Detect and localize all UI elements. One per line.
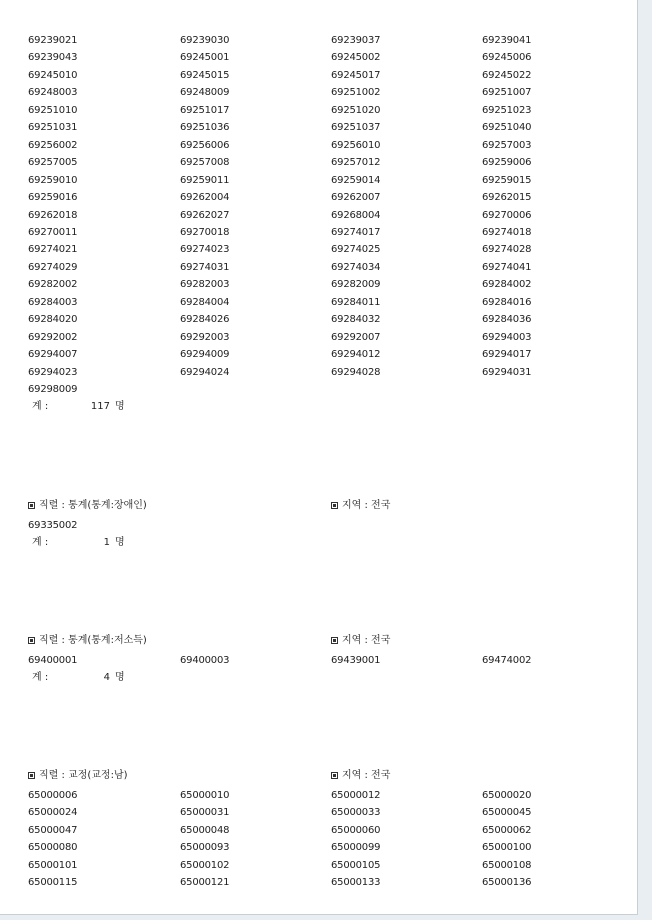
code-entry: 65000136 bbox=[482, 877, 532, 889]
code-entry: 65000100 bbox=[482, 842, 532, 854]
code-entry: 69259010 bbox=[28, 174, 78, 186]
code-entry: 69259014 bbox=[331, 174, 381, 186]
code-entry: 69262027 bbox=[180, 209, 230, 221]
code-entry: 69284002 bbox=[482, 279, 532, 291]
total-count: 117 bbox=[90, 401, 110, 413]
code-entry: 69251020 bbox=[331, 104, 381, 116]
code-entry: 69284011 bbox=[331, 296, 381, 308]
code-entry: 65000020 bbox=[482, 790, 532, 801]
total-unit: 명 bbox=[115, 401, 125, 413]
code-entry: 69292007 bbox=[331, 331, 381, 343]
total-unit: 명 bbox=[115, 672, 125, 684]
code-entry: 69274041 bbox=[482, 261, 532, 273]
code-entry: 69335002 bbox=[28, 520, 78, 531]
code-entry: 69248003 bbox=[28, 87, 78, 99]
section-header-region bbox=[331, 770, 390, 782]
job-label: 직렬 : 교정(교정:남) bbox=[39, 770, 128, 781]
code-entry: 69245010 bbox=[28, 69, 78, 81]
code-entry: 69270011 bbox=[28, 226, 78, 238]
code-entry: 65000010 bbox=[180, 790, 230, 801]
code-entry: 69268004 bbox=[331, 209, 381, 221]
code-entry: 69274017 bbox=[331, 226, 381, 238]
code-entry: 69294023 bbox=[28, 366, 78, 378]
code-entry: 69274034 bbox=[331, 261, 381, 273]
code-entry: 65000101 bbox=[28, 859, 78, 871]
code-entry: 69245015 bbox=[180, 69, 230, 81]
code-entry: 69294003 bbox=[482, 331, 532, 343]
total-count: 1 bbox=[103, 537, 110, 549]
code-entry: 65000060 bbox=[331, 824, 381, 836]
code-entry: 65000031 bbox=[180, 807, 230, 819]
total-label: 계 : bbox=[32, 401, 49, 413]
code-entry: 69294028 bbox=[331, 366, 381, 378]
code-entry: 69262007 bbox=[331, 192, 381, 204]
square-bullet-icon bbox=[331, 502, 338, 509]
code-entry: 69274018 bbox=[482, 226, 532, 238]
code-entry: 65000133 bbox=[331, 877, 381, 889]
code-entry: 69294009 bbox=[180, 349, 230, 361]
code-entry: 65000062 bbox=[482, 824, 532, 836]
total-count: 4 bbox=[103, 672, 110, 684]
code-entry: 65000093 bbox=[180, 842, 230, 854]
code-entry: 69239030 bbox=[180, 35, 230, 46]
code-entry: 69257012 bbox=[331, 157, 381, 169]
code-entry: 69400001 bbox=[28, 655, 78, 666]
square-bullet-icon bbox=[28, 637, 35, 644]
code-entry: 65000033 bbox=[331, 807, 381, 819]
code-entry: 69284026 bbox=[180, 314, 230, 326]
code-entry: 69251010 bbox=[28, 104, 78, 116]
code-entry: 69245017 bbox=[331, 69, 381, 81]
code-entry: 69294024 bbox=[180, 366, 230, 378]
code-entry: 65000006 bbox=[28, 790, 78, 801]
code-entry: 69292003 bbox=[180, 331, 230, 343]
code-entry: 69284036 bbox=[482, 314, 532, 326]
code-entry: 69262004 bbox=[180, 192, 230, 204]
code-entry: 65000048 bbox=[180, 824, 230, 836]
code-entry: 69259011 bbox=[180, 174, 230, 186]
code-entry: 69439001 bbox=[331, 655, 381, 666]
square-bullet-icon bbox=[331, 637, 338, 644]
code-entry: 69251040 bbox=[482, 122, 532, 134]
code-entry: 69239021 bbox=[28, 35, 78, 46]
code-entry: 69251023 bbox=[482, 104, 532, 116]
code-entry: 69294012 bbox=[331, 349, 381, 361]
code-entry: 69284020 bbox=[28, 314, 78, 326]
code-entry: 69245001 bbox=[180, 52, 230, 64]
code-entry: 65000102 bbox=[180, 859, 230, 871]
code-entry: 69284004 bbox=[180, 296, 230, 308]
code-entry: 69248009 bbox=[180, 87, 230, 99]
code-entry: 69284032 bbox=[331, 314, 381, 326]
code-entry: 69270018 bbox=[180, 226, 230, 238]
code-entry: 69251017 bbox=[180, 104, 230, 116]
region-label: 지역 : 전국 bbox=[342, 500, 391, 511]
code-entry: 69251036 bbox=[180, 122, 230, 134]
code-entry: 69256002 bbox=[28, 139, 78, 151]
section-header-job bbox=[28, 500, 147, 512]
code-entry: 65000099 bbox=[331, 842, 381, 854]
code-entry: 69282009 bbox=[331, 279, 381, 291]
region-label: 지역 : 전국 bbox=[342, 770, 391, 781]
region-label: 지역 : 전국 bbox=[342, 635, 391, 646]
section-header-region bbox=[331, 635, 390, 647]
code-entry: 65000121 bbox=[180, 877, 230, 889]
code-entry: 69251031 bbox=[28, 122, 78, 134]
square-bullet-icon bbox=[28, 502, 35, 509]
code-entry: 69474002 bbox=[482, 655, 532, 666]
code-entry: 69256006 bbox=[180, 139, 230, 151]
total-label: 계 : bbox=[32, 537, 49, 549]
code-entry: 69400003 bbox=[180, 655, 230, 666]
code-entry: 69294017 bbox=[482, 349, 532, 361]
code-entry: 69294031 bbox=[482, 366, 532, 378]
code-entry: 69284003 bbox=[28, 296, 78, 308]
total-label: 계 : bbox=[32, 672, 49, 684]
code-entry: 69239041 bbox=[482, 35, 532, 46]
code-entry: 65000105 bbox=[331, 859, 381, 871]
code-entry: 69257005 bbox=[28, 157, 78, 169]
code-entry: 65000045 bbox=[482, 807, 532, 819]
code-entry: 69245022 bbox=[482, 69, 532, 81]
code-entry: 69251007 bbox=[482, 87, 532, 99]
code-entry: 65000024 bbox=[28, 807, 78, 819]
code-entry: 69274023 bbox=[180, 244, 230, 256]
code-entry: 69274031 bbox=[180, 261, 230, 273]
code-entry: 65000080 bbox=[28, 842, 78, 854]
square-bullet-icon bbox=[331, 772, 338, 779]
code-entry: 69274029 bbox=[28, 261, 78, 273]
code-entry: 69256010 bbox=[331, 139, 381, 151]
code-entry: 69274021 bbox=[28, 244, 78, 256]
code-entry: 65000047 bbox=[28, 824, 78, 836]
code-entry: 69251037 bbox=[331, 122, 381, 134]
section-header-job bbox=[28, 770, 128, 782]
code-entry: 69298009 bbox=[28, 384, 78, 395]
code-entry: 69245006 bbox=[482, 52, 532, 64]
code-entry: 65000012 bbox=[331, 790, 381, 801]
code-entry: 69257008 bbox=[180, 157, 230, 169]
square-bullet-icon bbox=[28, 772, 35, 779]
code-entry: 69259016 bbox=[28, 192, 78, 204]
code-entry: 69262015 bbox=[482, 192, 532, 204]
code-entry: 69262018 bbox=[28, 209, 78, 221]
section-header-region bbox=[331, 500, 390, 512]
total-unit: 명 bbox=[115, 537, 125, 549]
code-entry: 69284016 bbox=[482, 296, 532, 308]
code-entry: 65000108 bbox=[482, 859, 532, 871]
code-entry: 69259015 bbox=[482, 174, 532, 186]
code-entry: 69245002 bbox=[331, 52, 381, 64]
job-label: 직렬 : 통계(통계:저소득) bbox=[39, 635, 147, 646]
code-entry: 69292002 bbox=[28, 331, 78, 343]
code-entry: 69270006 bbox=[482, 209, 532, 221]
code-entry: 69239037 bbox=[331, 35, 381, 46]
code-entry: 69259006 bbox=[482, 157, 532, 169]
job-label: 직렬 : 통계(통계:장애인) bbox=[39, 500, 147, 511]
code-entry: 69294007 bbox=[28, 349, 78, 361]
code-entry: 69282002 bbox=[28, 279, 78, 291]
code-entry: 69274025 bbox=[331, 244, 381, 256]
code-entry: 69239043 bbox=[28, 52, 78, 64]
code-entry: 65000115 bbox=[28, 877, 78, 889]
code-entry: 69282003 bbox=[180, 279, 230, 291]
code-entry: 69257003 bbox=[482, 139, 532, 151]
section-header-job bbox=[28, 635, 147, 647]
code-entry: 69274028 bbox=[482, 244, 532, 256]
code-entry: 69251002 bbox=[331, 87, 381, 99]
